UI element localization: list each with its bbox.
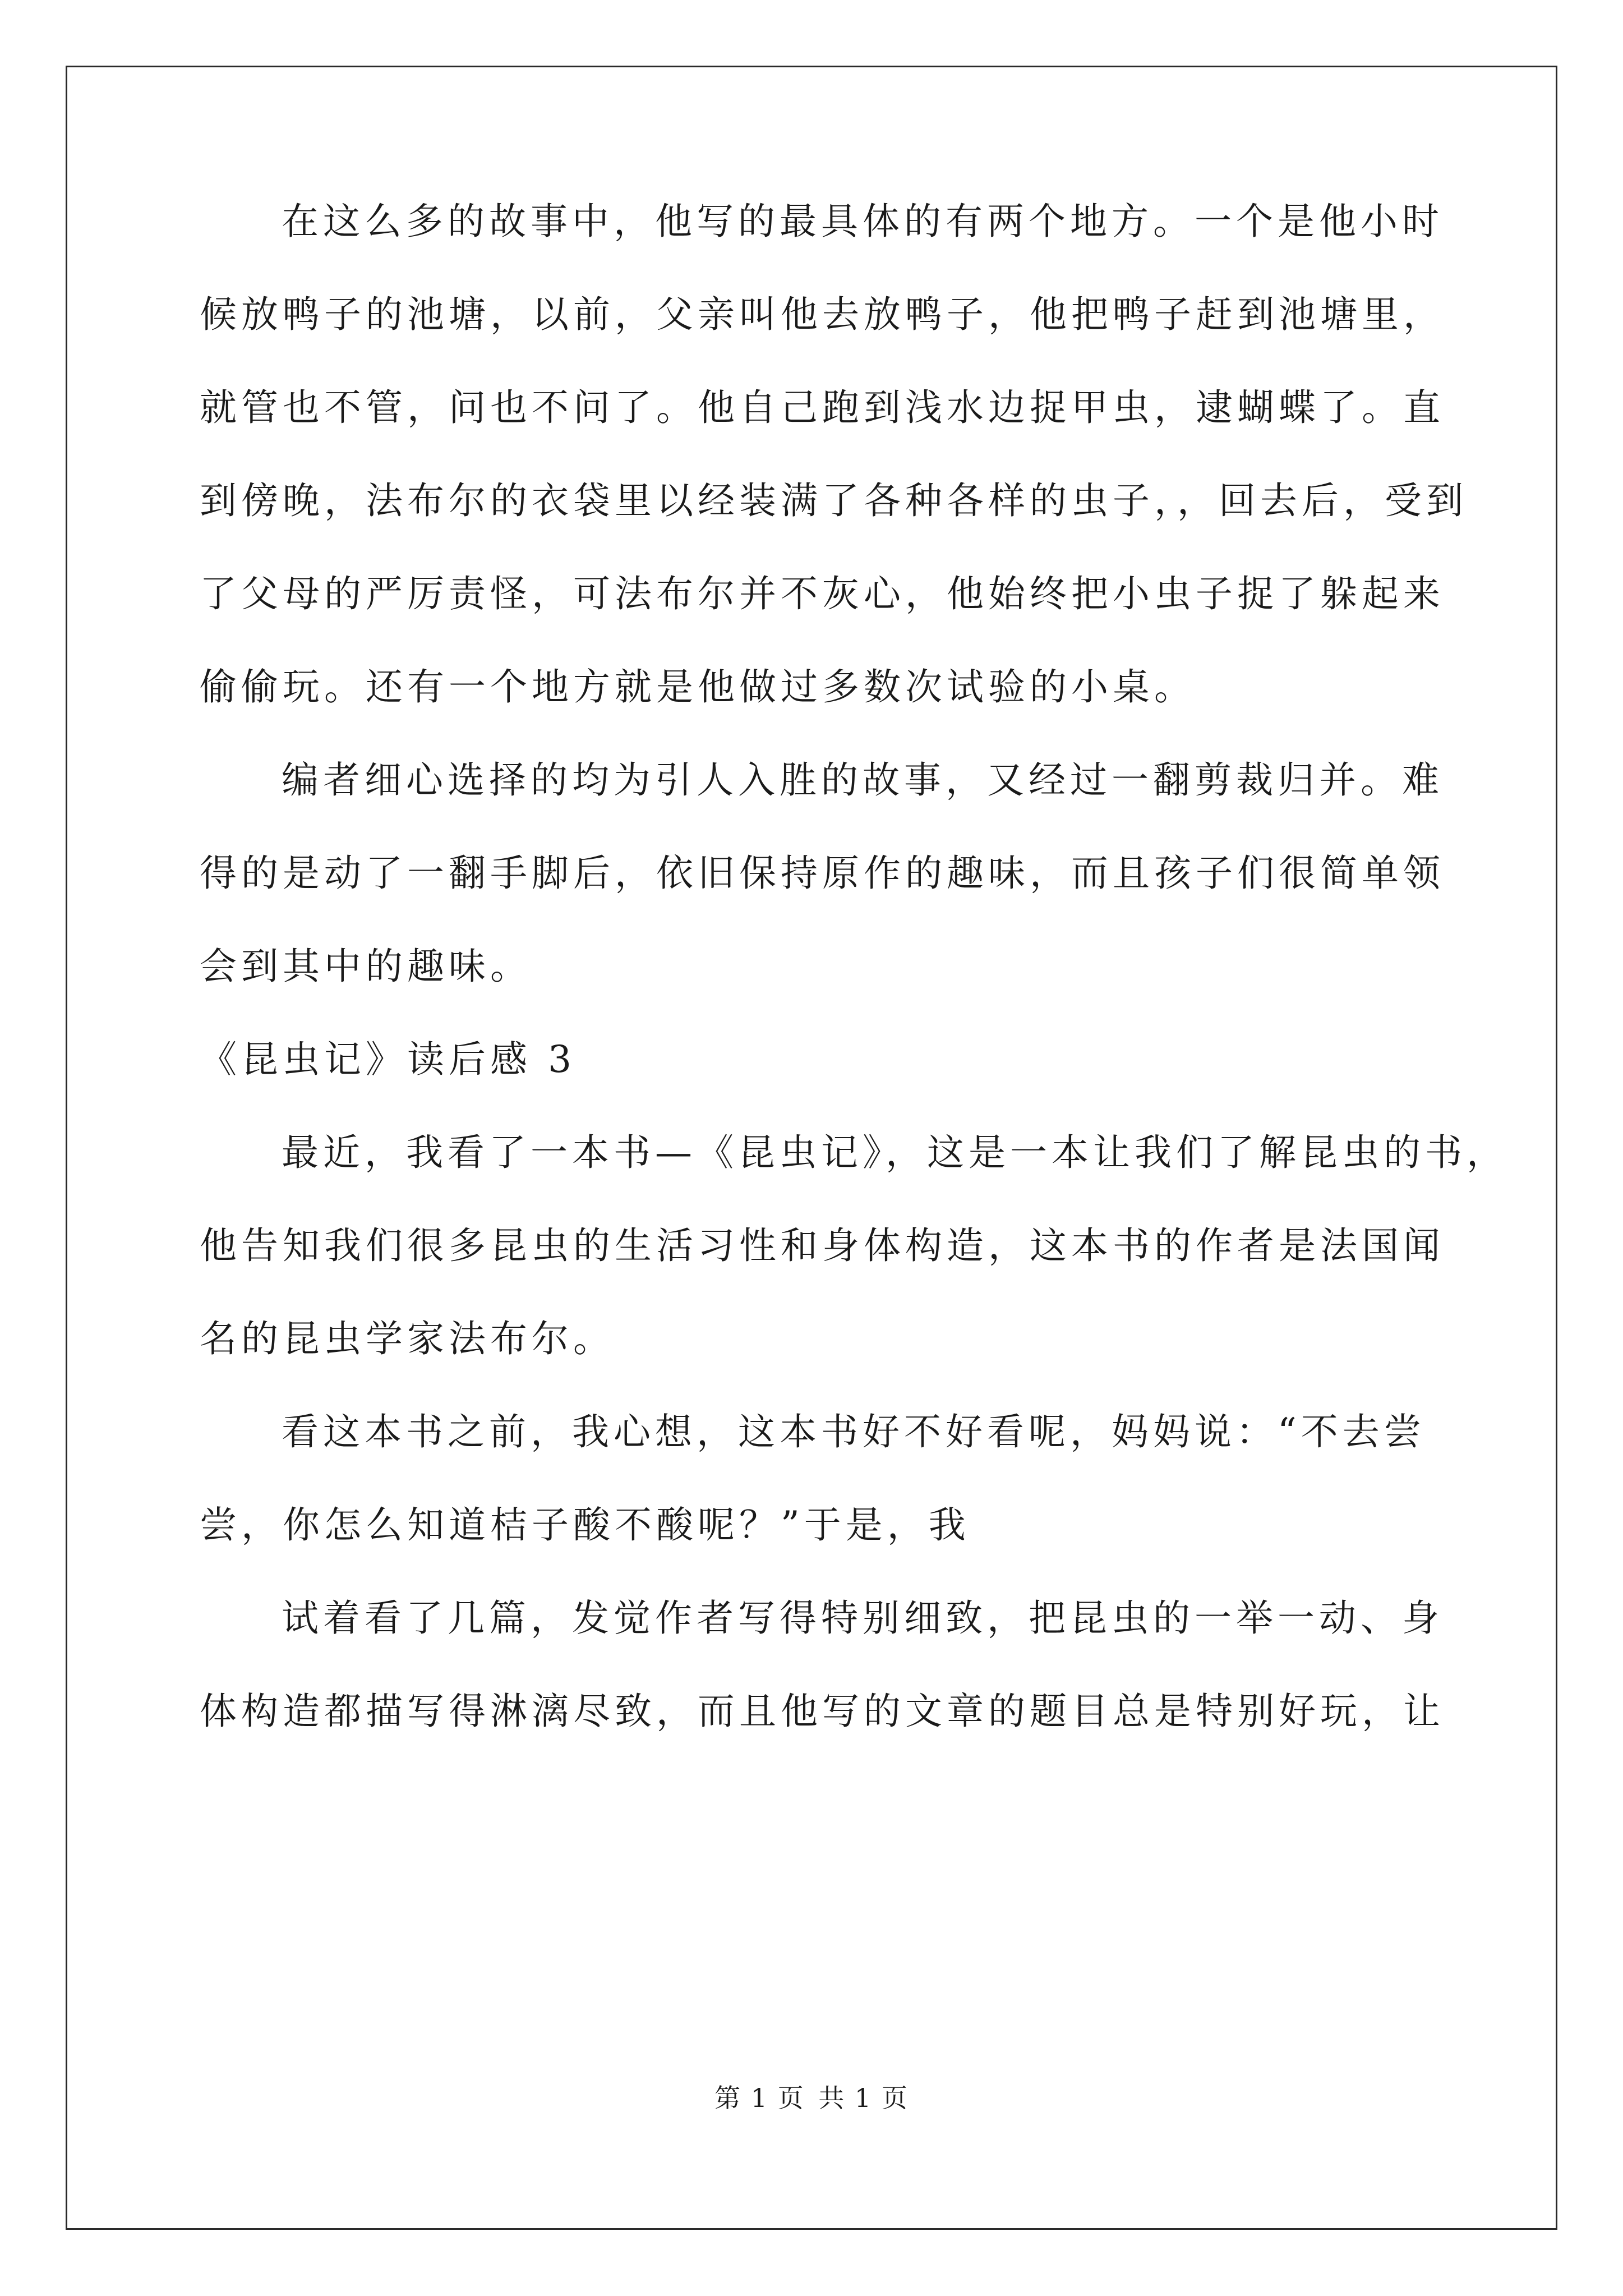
paragraph-line: 尝，你怎么知道桔子酸不酸呢？”于是，我 bbox=[200, 1503, 970, 1547]
paragraph-line: 会到其中的趣味。 bbox=[200, 945, 532, 988]
paragraph-line: 名的昆虫学家法布尔。 bbox=[200, 1317, 615, 1360]
paragraph-line: 在这么多的故事中，他写的最具体的有两个地方。一个是他小时 bbox=[282, 200, 1444, 243]
paragraph-line: 就管也不管，问也不问了。他自己跑到浅水边捉甲虫，逮蝴蝶了。直 bbox=[200, 386, 1445, 429]
paragraph-line: 候放鸭子的池塘，以前，父亲叫他去放鸭子，他把鸭子赶到池塘里， bbox=[200, 293, 1445, 336]
paragraph-line: 编者细心选择的均为引人入胜的故事，又经过一翻剪裁归并。难 bbox=[282, 758, 1444, 802]
section-heading: 《昆虫记》读后感 3 bbox=[200, 1038, 576, 1081]
paragraph-line: 体构造都描写得淋漓尽致，而且他写的文章的题目总是特别好玩，让 bbox=[200, 1690, 1445, 1733]
page-number: 第 1 页 bbox=[714, 2083, 805, 2113]
paragraph-line: 偷偷玩。还有一个地方就是他做过多数次试验的小桌。 bbox=[200, 665, 1196, 708]
paragraph-line: 看这本书之前，我心想，这本书好不好看呢，妈妈说：“不去尝 bbox=[282, 1410, 1426, 1453]
paragraph-line: 得的是动了一翻手脚后，依旧保持原作的趣味，而且孩子们很简单领 bbox=[200, 852, 1445, 895]
page-total: 共 1 页 bbox=[818, 2083, 909, 2113]
paragraph-line: 他告知我们很多昆虫的生活习性和身体构造，这本书的作者是法国闻 bbox=[200, 1224, 1445, 1267]
paragraph-line: 最近，我看了一本书—《昆虫记》，这是一本让我们了解昆虫的书， bbox=[282, 1131, 1508, 1174]
paragraph-line: 到傍晚，法布尔的衣袋里以经装满了各种各样的虫子，，回去后，受到 bbox=[200, 479, 1468, 522]
paragraph-line: 试着看了几篇，发觉作者写得特别细致，把昆虫的一举一动、身 bbox=[282, 1596, 1444, 1640]
page-footer bbox=[0, 2081, 1623, 2115]
paragraph-line: 了父母的严厉责怪，可法布尔并不灰心，他始终把小虫子捉了躲起来 bbox=[200, 572, 1445, 615]
